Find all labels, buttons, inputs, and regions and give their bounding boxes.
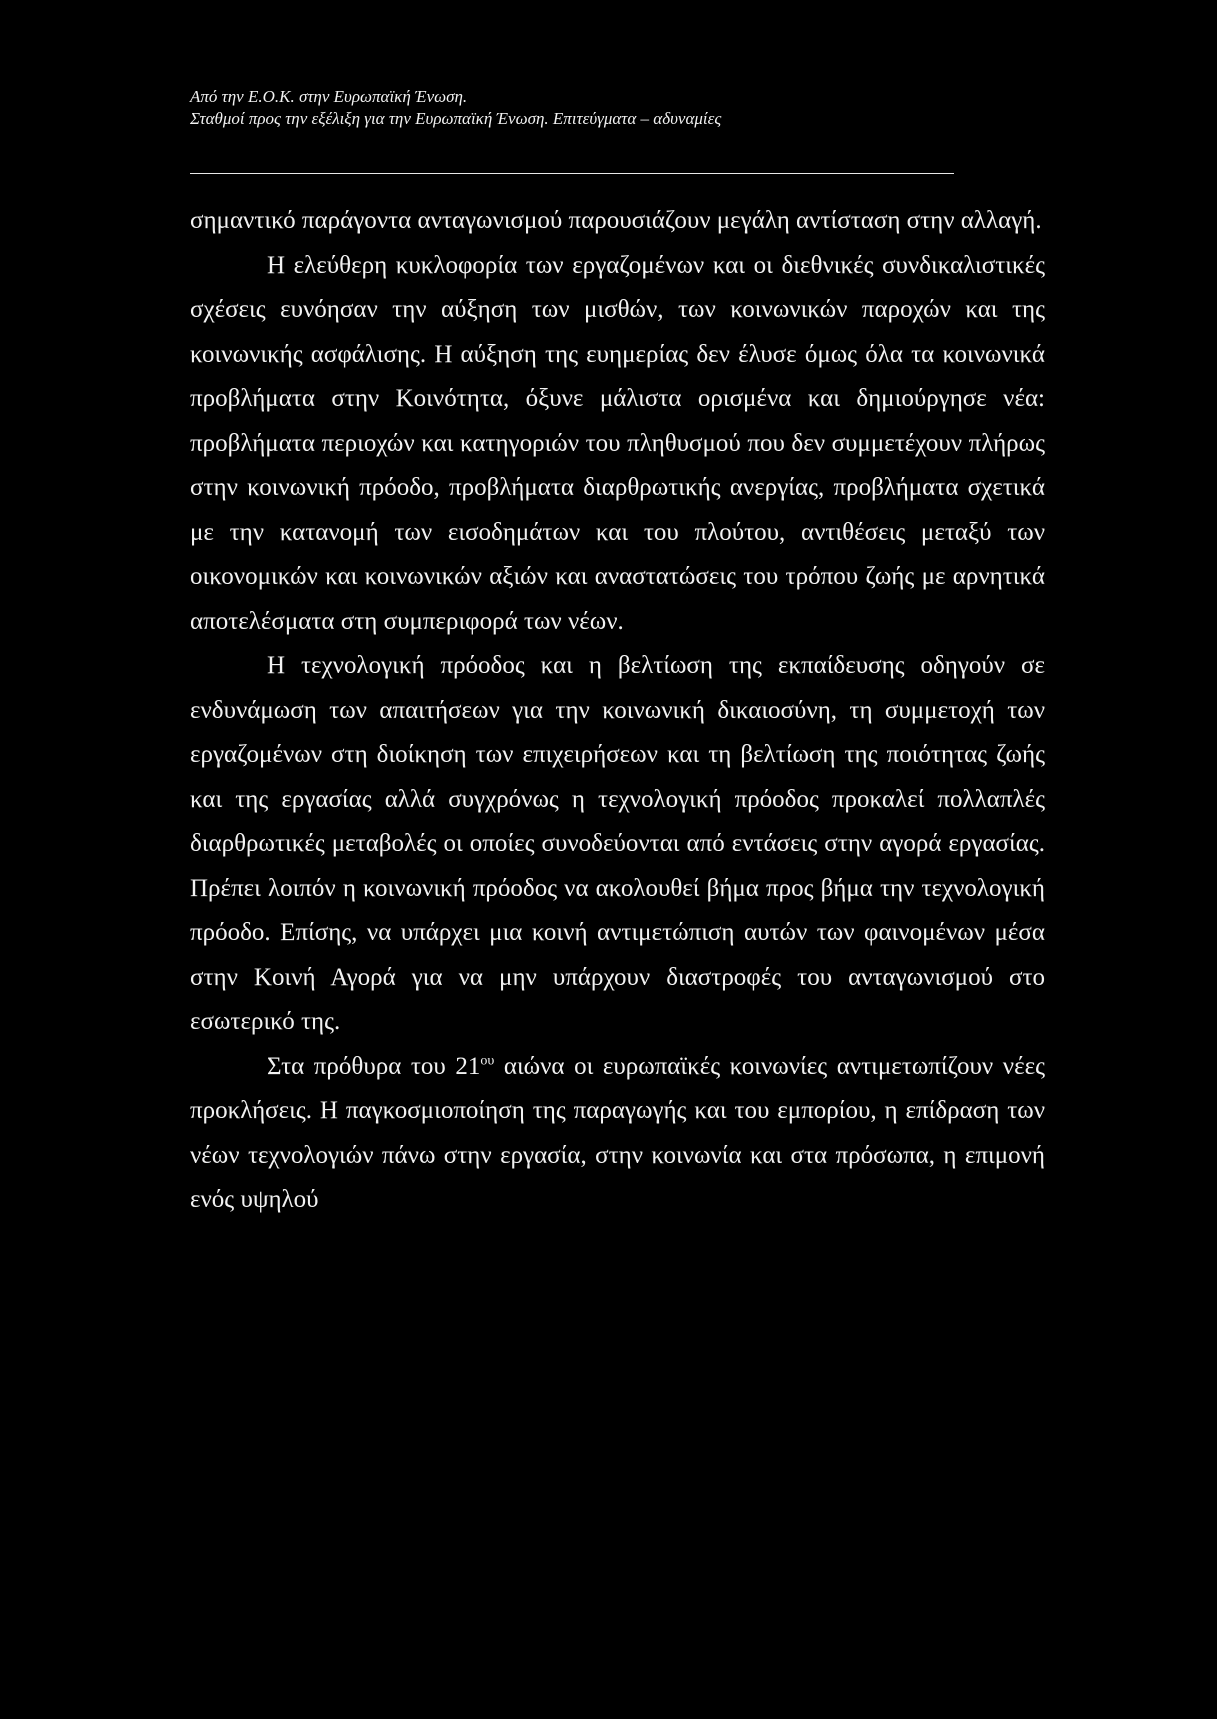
running-header [190, 86, 1050, 130]
paragraph-1: σημαντικό παράγοντα ανταγωνισμού παρουσιάζουν μεγάλη αντίσταση στην αλλαγή. [190, 207, 1042, 234]
header-title: Από την Ε.Ο.Κ. στην Ευρωπαϊκή Ένωση. [190, 87, 468, 106]
paragraph-4 [190, 1045, 1045, 1223]
paragraph-4-start: Στα πρόθυρα του 21 [267, 1052, 481, 1080]
paragraph-3: Η τεχνολογική πρόοδος και η βελτίωση της εκπαίδευσης οδηγούν σε ενδυνάμωση των απαιτήσεων για την κοινωνική δικαιοσύνη, τη συμμετοχή των εργαζομένων στη διοίκηση των επιχειρήσεων και τη βελτίωση της ποιότητας ζωής και της εργασίας αλλά συγχρόνως η τεχνολογική πρόοδος προκαλεί πολλαπλές διαρθρωτικές μεταβολές οι οποίες συνοδεύονται από εντάσεις στην αγορά εργασίας. Πρέπει λοιπόν η κοινωνική πρόοδος να ακολουθεί βήμα προς βήμα την τεχνολογική πρόοδο. Επίσης, να υπάρχει μια κοινή αντιμετώπιση αυτών των φαινομένων μέσα στην Κοινή Αγορά για να μην υπάρχουν διαστροφές του ανταγωνισμού στο εσωτερικό της. [190, 652, 1045, 1035]
ordinal-superscript: ου [480, 1053, 495, 1069]
header-rule [190, 173, 954, 174]
header-subtitle: Σταθμοί προς την εξέλιξη για την Ευρωπαϊκή Ένωση. Επιτεύγματα – αδυναμίες [190, 109, 722, 128]
body-text [190, 199, 1045, 1223]
paragraph-4-rest: αιώνα οι ευρωπαϊκές κοινωνίες αντιμετωπίζουν νέες προκλήσεις. Η παγκοσμιοποίηση της παραγωγής και του εμπορίου, η επίδραση των νέων τεχνολογιών πάνω στην εργασία, στην κοινωνία και στα πρόσωπα, η επιμονή ενός υψηλού [190, 1052, 1045, 1213]
paragraph-2: Η ελεύθερη κυκλοφορία των εργαζομένων και οι διεθνικές συνδικαλιστικές σχέσεις ευνόησαν την αύξηση των μισθών, των κοινωνικών παροχών και της κοινωνικής ασφάλισης. Η αύξηση της ευημερίας δεν έλυσε όμως όλα τα κοινωνικά προβλήματα στην Κοινότητα, όξυνε μάλιστα ορισμένα και δημιούργησε νέα: προβλήματα περιοχών και κατηγοριών του πληθυσμού που δεν συμμετέχουν πλήρως στην κοινωνική πρόοδο, προβλήματα διαρθρωτικής ανεργίας, προβλήματα σχετικά με την κατανομή των εισοδημάτων και του πλούτου, αντιθέσεις μεταξύ των οικονομικών και κοινωνικών αξιών και αναστατώσεις του τρόπου ζωής με αρνητικά αποτελέσματα στη συμπεριφορά των νέων. [190, 251, 1045, 635]
